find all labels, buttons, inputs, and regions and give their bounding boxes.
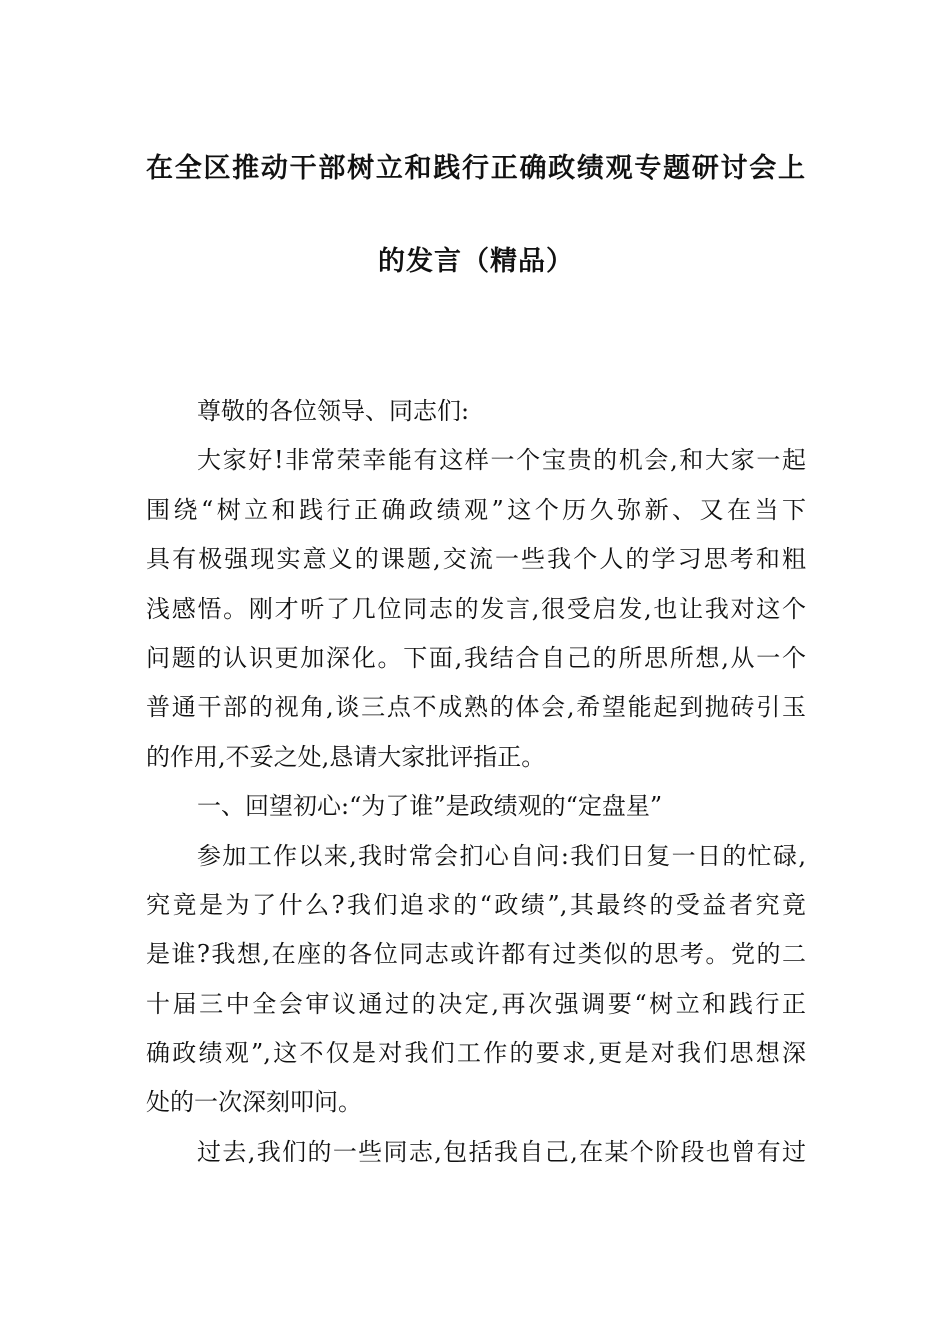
paragraph-line: 过去,我们的一些同志,包括我自己,在某个阶段也曾有过 — [197, 1137, 806, 1166]
paragraph-line: 尊敬的各位领导、同志们: — [197, 397, 470, 425]
paragraph-line: 大家好!非常荣幸能有这样一个宝贵的机会,和大家一起 — [197, 446, 806, 475]
paragraph-line: 围绕“树立和践行正确政绩观”这个历久弥新、又在当下 — [146, 495, 806, 524]
paragraph-line: 是谁?我想,在座的各位同志或许都有过类似的思考。党的二 — [146, 940, 806, 969]
paragraph-line: 究竟是为了什么?我们追求的“政绩”,其最终的受益者究竟 — [146, 890, 806, 919]
paragraph-line: 处的一次深刻叩问。 — [146, 1088, 362, 1117]
document-body — [146, 387, 806, 1177]
document-title-line-2: 的发言（精品） — [378, 246, 574, 277]
paragraph-line: 具有极强现实意义的课题,交流一些我个人的学习思考和粗 — [146, 545, 806, 574]
paragraph-line: 问题的认识更加深化。下面,我结合自己的所思所想,从一个 — [146, 643, 806, 672]
document-title-line-1: 在全区推动干部树立和践行正确政绩观专题研讨会上 — [146, 153, 806, 184]
paragraph-line: 普通干部的视角,谈三点不成熟的体会,希望能起到抛砖引玉 — [146, 693, 806, 722]
paragraph-line: 确政绩观”,这不仅是对我们工作的要求,更是对我们思想深 — [146, 1039, 806, 1068]
paragraph-line: 一、回望初心:“为了谁”是政绩观的“定盘星” — [197, 792, 663, 821]
paragraph-line: 参加工作以来,我时常会扪心自问:我们日复一日的忙碌, — [197, 841, 806, 870]
paragraph-line: 浅感悟。刚才听了几位同志的发言,很受启发,也让我对这个 — [146, 594, 806, 623]
paragraph-line: 十届三中全会审议通过的决定,再次强调要“树立和践行正 — [146, 989, 806, 1018]
paragraph-line: 的作用,不妥之处,恳请大家批评指正。 — [146, 742, 546, 771]
